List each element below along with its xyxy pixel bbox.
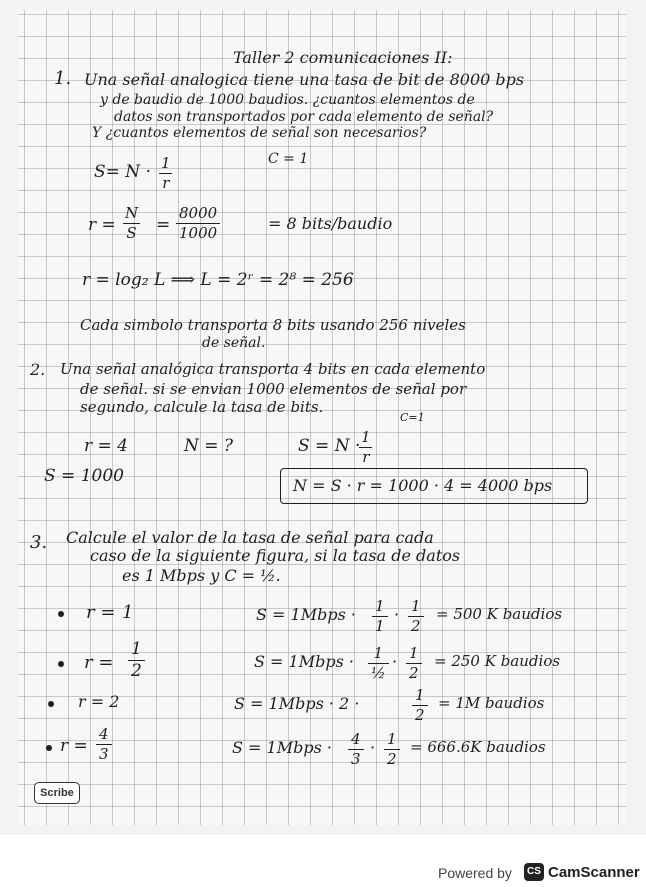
q2-number: 2. — [30, 360, 46, 379]
q1-text-line-3: datos son transportados por cada elemento de señal? — [114, 109, 494, 125]
q1-c-value: C = 1 — [268, 151, 309, 167]
q3-row-2-bullet — [58, 661, 64, 667]
q3-row-1-fraction-1: $\frac{1}{1}$ — [372, 599, 388, 634]
q1-text-line-2: y de baudio de 1000 baudios. ¿cuantos elementos de — [100, 92, 475, 108]
q3-row-4-bullet — [46, 745, 52, 751]
q3-row-2-r-label: r = — [84, 652, 114, 673]
q3-row-3-fraction: $\frac{1}{2}$ — [412, 688, 428, 723]
q1-r-fraction-1: $\frac{N}{S}$ — [125, 204, 139, 242]
q3-row-1-dot: · — [394, 605, 400, 624]
q1-number: 1. — [54, 68, 72, 89]
q2-c-value: C=1 — [400, 411, 425, 424]
q3-row-4-dot: · — [370, 738, 376, 757]
q1-conclusion-line-2: de señal. — [202, 335, 266, 351]
q3-row-2-dot: · — [392, 652, 398, 671]
q3-text-line-2: caso de la siguiente figura, si la tasa de datos — [90, 546, 461, 565]
q3-row-1-bullet — [58, 611, 64, 617]
q1-r-fraction-2: $\frac{8000}{1000}$ — [176, 206, 220, 241]
q3-row-4-r-fraction: $\frac{4}{3}$ — [96, 727, 112, 762]
q1-text-line-4: Y ¿cuantos elementos de señal son necesarios? — [92, 125, 427, 141]
page-title: Taller 2 comunicaciones II: — [233, 48, 453, 67]
q3-text-line-1: Calcule el valor de la tasa de señal para cada — [66, 528, 434, 547]
q1-text-line-1: Una señal analogica tiene una tasa de bit de 8000 bps — [84, 70, 525, 89]
scanner-footer — [0, 835, 646, 887]
camscanner-logo-icon: CS — [524, 863, 544, 881]
notebook-page — [18, 10, 626, 825]
q2-s-formula: S = N · — [298, 436, 361, 456]
q3-row-1-result: = 500 K baudios — [436, 605, 563, 623]
camscanner-brand: CamScanner — [548, 864, 640, 881]
q3-row-2-fraction-2: $\frac{1}{2}$ — [406, 646, 422, 681]
q1-r-equals: = — [156, 215, 171, 235]
q3-row-1-r-label: r = — [86, 602, 116, 623]
q1-conclusion-line-1: Cada simbolo transporta 8 bits usando 256 niveles — [80, 316, 466, 334]
q3-row-2-result: = 250 K baudios — [434, 652, 561, 670]
q1-log-line: r = log₂ L ⟹ L = 2ʳ = 2⁸ = 256 — [82, 270, 354, 290]
q3-row-4-fraction-1: $\frac{4}{3}$ — [348, 732, 364, 767]
q3-row-3-s-formula: S = 1Mbps · 2 · — [234, 694, 360, 713]
q3-row-3-r-label: r = 2 — [78, 692, 120, 711]
q3-row-1-r-value: 1 — [122, 602, 134, 623]
q1-formula-s: S= N · — [94, 162, 151, 182]
q2-n-value: N = ? — [184, 436, 234, 456]
q3-row-4-result: = 666.6K baudios — [410, 738, 546, 756]
q3-row-4-s-formula: S = 1Mbps · — [232, 738, 332, 757]
q3-row-4-r-label: r = — [60, 736, 88, 756]
q3-row-1-fraction-2: $\frac{1}{2}$ — [408, 599, 424, 634]
q3-number: 3. — [30, 532, 48, 553]
q1-r-result: = 8 bits/baudio — [268, 214, 393, 233]
q3-row-4-fraction-2: $\frac{1}{2}$ — [384, 732, 400, 767]
q3-text-line-3: es 1 Mbps y C = ½. — [122, 566, 281, 585]
q3-row-2-s-formula: S = 1Mbps · — [254, 652, 354, 671]
q3-row-3-bullet — [48, 701, 54, 707]
q2-result: N = S · r = 1000 · 4 = 4000 bps — [293, 476, 553, 495]
q2-text-line-2: de señal. si se envian 1000 elementos de señal por — [80, 380, 467, 398]
q2-r-value: r = 4 — [84, 436, 128, 456]
q2-text-line-1: Una señal analógica transporta 4 bits en cada elemento — [60, 360, 486, 378]
q2-text-line-3: segundo, calcule la tasa de bits. — [80, 398, 324, 416]
q3-row-2-fraction-1: 1 ½ — [368, 646, 389, 681]
powered-by-text: Powered by — [438, 865, 512, 881]
q1-formula-fraction: $\frac{1}{r}$ — [161, 154, 171, 192]
q1-r-lhs: r = — [88, 215, 116, 235]
q3-row-1-s-formula: S = 1Mbps · — [256, 605, 356, 624]
q3-row-2-r-fraction: $\frac{1}{2}$ — [128, 641, 145, 680]
scribe-badge: Scribe — [34, 782, 80, 804]
q3-row-3-result: = 1M baudios — [438, 694, 545, 712]
q2-s-value: S = 1000 — [44, 466, 124, 486]
q2-s-fraction: $\frac{1}{r}$ — [361, 428, 371, 466]
q2-result-box — [280, 468, 588, 504]
